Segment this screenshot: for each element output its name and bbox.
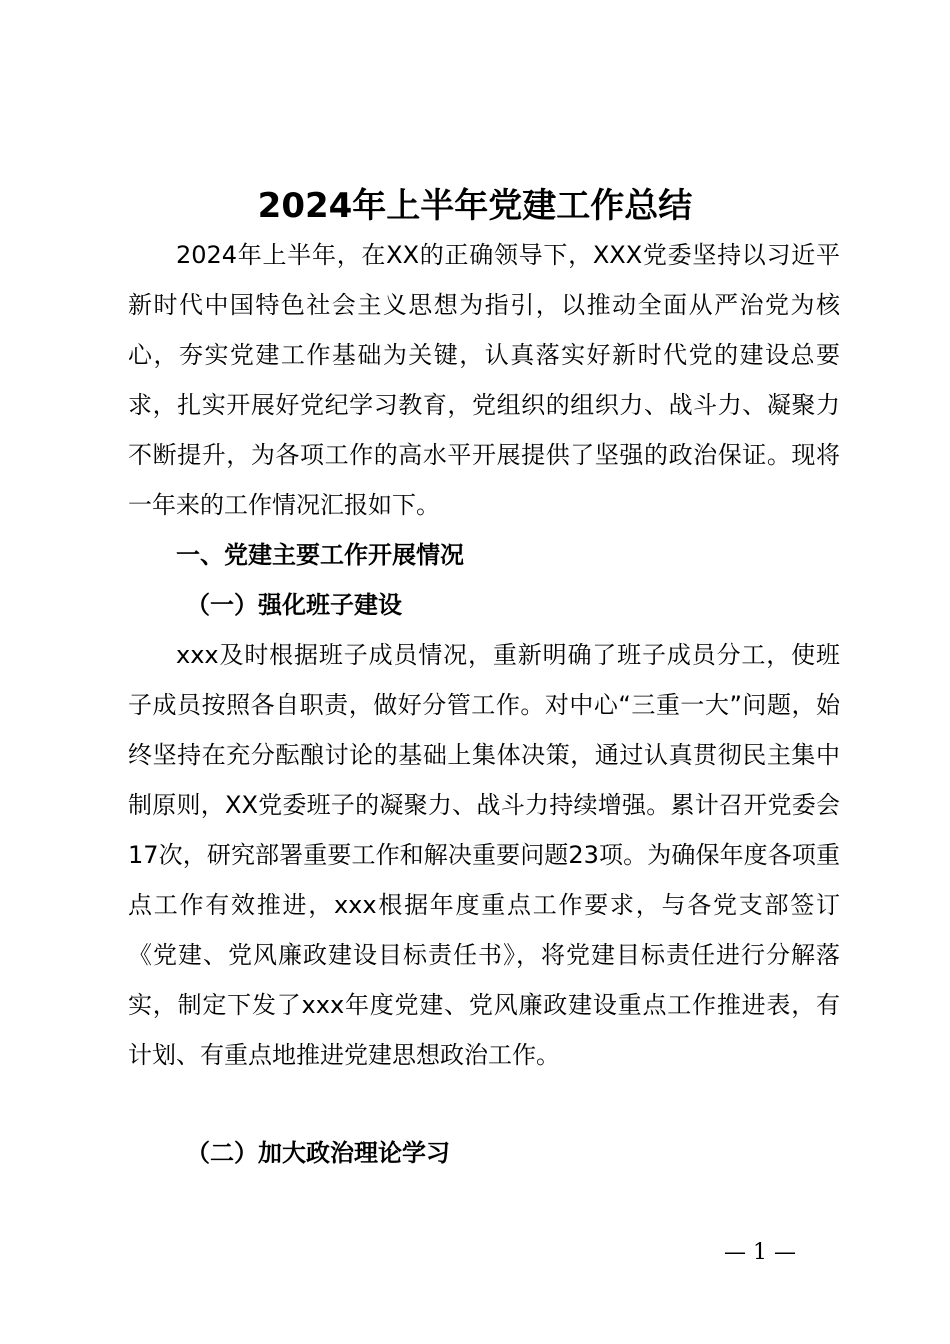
section-heading: 一、党建主要工作开展情况: [176, 541, 464, 569]
intro-paragraph: 2024年上半年，在XX的正确领导下，XXX党委坚持以习近平新时代中国特色社会主义思想为指引，以推动全面从严治党为核心，夯实党建工作基础为关键，认真落实好新时代党的建设总要求，扎实开展好党纪学习教育，党组织的组织力、战斗力、凝聚力不断提升，为各项工作的高水平开展提供了坚强的政治保证。现将一年来的工作情况汇报如下。: [128, 241, 840, 519]
subsection-heading-2: （二）加大政治理论学习: [186, 1139, 450, 1167]
subsection-heading-1: （一）强化班子建设: [186, 591, 402, 619]
subsection-1-paragraph: xxx及时根据班子成员情况，重新明确了班子成员分工，使班子成员按照各自职责，做好分管工作。对中心“三重一大”问题，始终坚持在充分酝酿讨论的基础上集体决策，通过认真贯彻民主集中制原则，XX党委班子的凝聚力、战斗力持续增强。累计召开党委会17次，研究部署重要工作和解决重要问题23项。为确保年度各项重点工作有效推进，xxx根据年度重点工作要求，与各党支部签订《党建、党风廉政建设目标责任书》，将党建目标责任进行分解落实，制定下发了xxx年度党建、党风廉政建设重点工作推进表，有计划、有重点地推进党建思想政治工作。: [128, 641, 840, 1069]
document-title: 2024年上半年党建工作总结: [257, 186, 693, 226]
page-number: — 1 —: [724, 1240, 796, 1265]
